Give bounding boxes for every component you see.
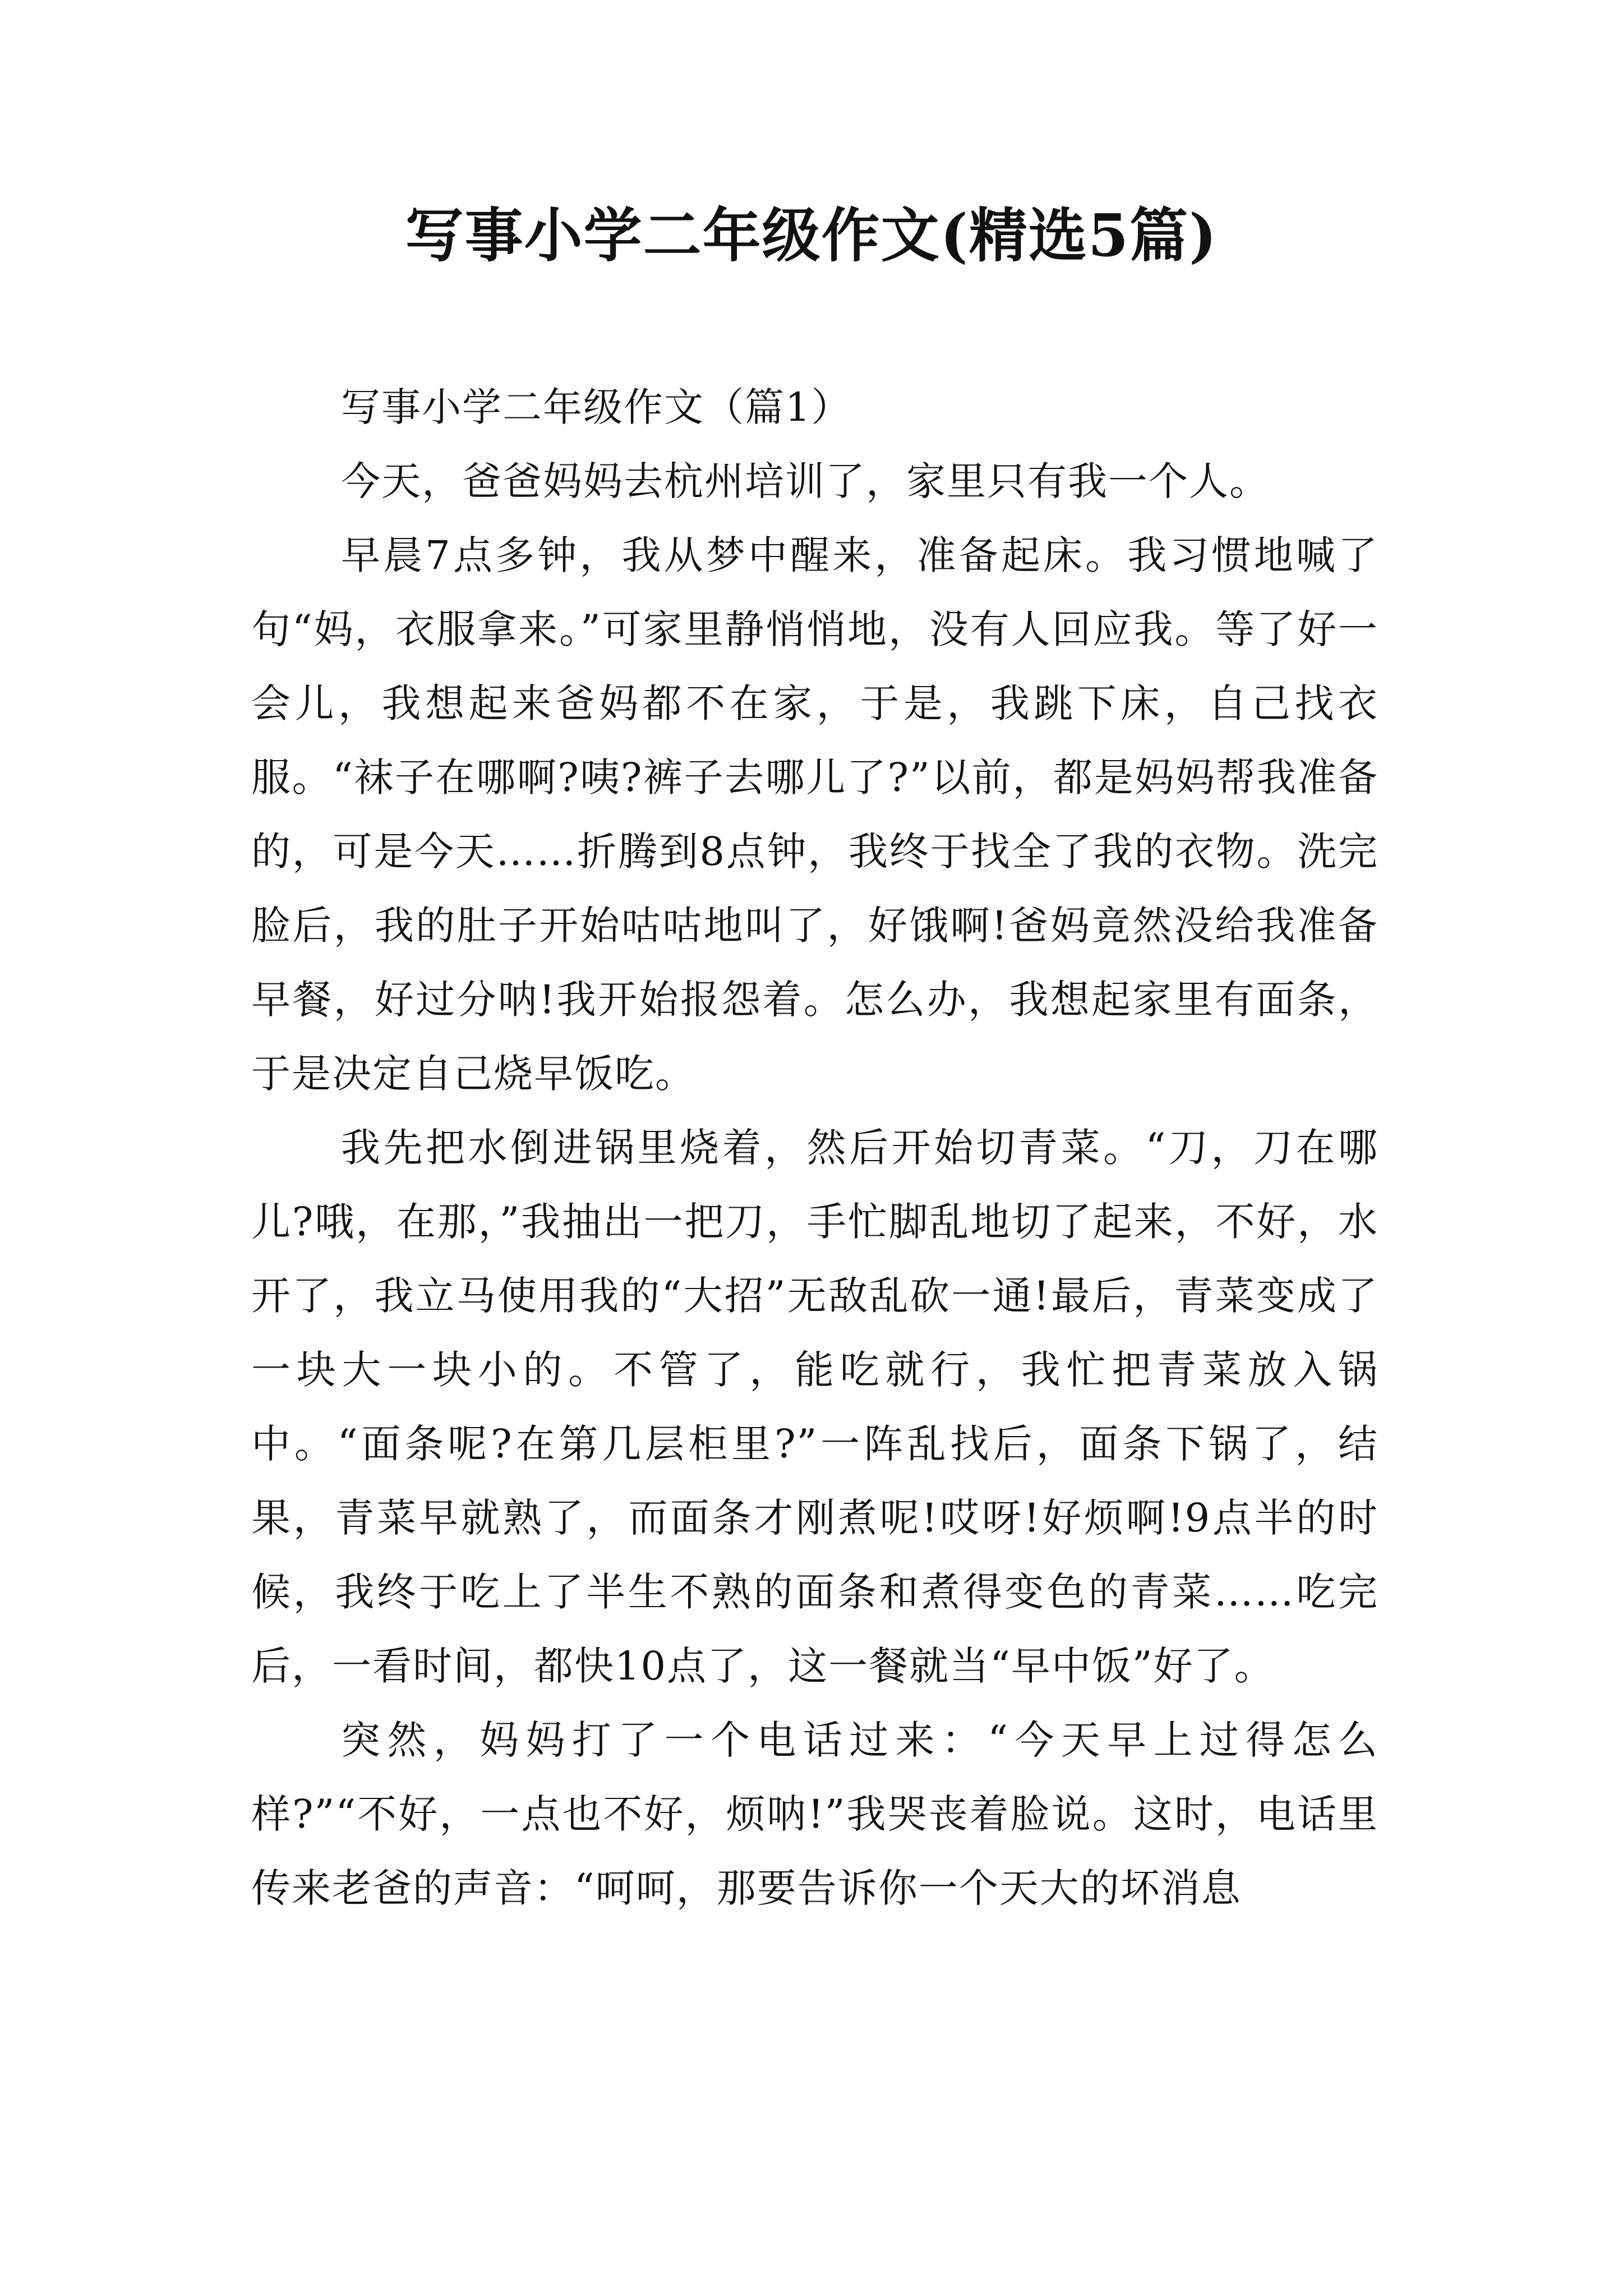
paragraph: 早晨7点多钟，我从梦中醒来，准备起床。我习惯地喊了句“妈，衣服拿来。”可家里静悄悄地，没有人回应我。等了好一会儿，我想起来爸妈都不在家，于是，我跳下床，自己找衣服。“袜子在哪啊?咦?裤子去哪儿了?”以前，都是妈妈帮我准备的，可是今天……折腾到8点钟，我终于找全了我的衣物。洗完脸后，我的肚子开始咕咕地叫了，好饿啊!爸妈竟然没给我准备早餐，好过分呐!我开始报怨着。怎么办，我想起家里有面条，于是决定自己烧早饭吃。 — [251, 532, 1378, 1097]
document-title: 写事小学二年级作文(精选5篇) — [405, 201, 1218, 270]
document-body — [251, 370, 1378, 1925]
paragraph: 今天，爸爸妈妈去杭州培训了，家里只有我一个人。 — [341, 458, 1270, 504]
essay-heading: 写事小学二年级作文（篇1） — [341, 384, 852, 430]
paragraph: 我先把水倒进锅里烧着，然后开始切青菜。“刀，刀在哪儿?哦，在那，”我抽出一把刀，手忙脚乱地切了起来，不好，水开了，我立马使用我的“大招”无敌乱砍一通!最后，青菜变成了一块大一块小的。不管了，能吃就行，我忙把青菜放入锅中。“面条呢?在第几层柜里?”一阵乱找后，面条下锅了，结果，青菜早就熟了，而面条才刚煮呢!哎呀!好烦啊!9点半的时候，我终于吃上了半生不熟的面条和煮得变色的青菜……吃完后，一看时间，都快10点了，这一餐就当“早中饭”好了。 — [251, 1125, 1378, 1689]
paragraph: 突然，妈妈打了一个电话过来：“今天早上过得怎么样?”“不好，一点也不好，烦呐!”我哭丧着脸说。这时，电话里传来老爸的声音：“呵呵，那要告诉你一个天大的坏消息 — [251, 1717, 1378, 1911]
